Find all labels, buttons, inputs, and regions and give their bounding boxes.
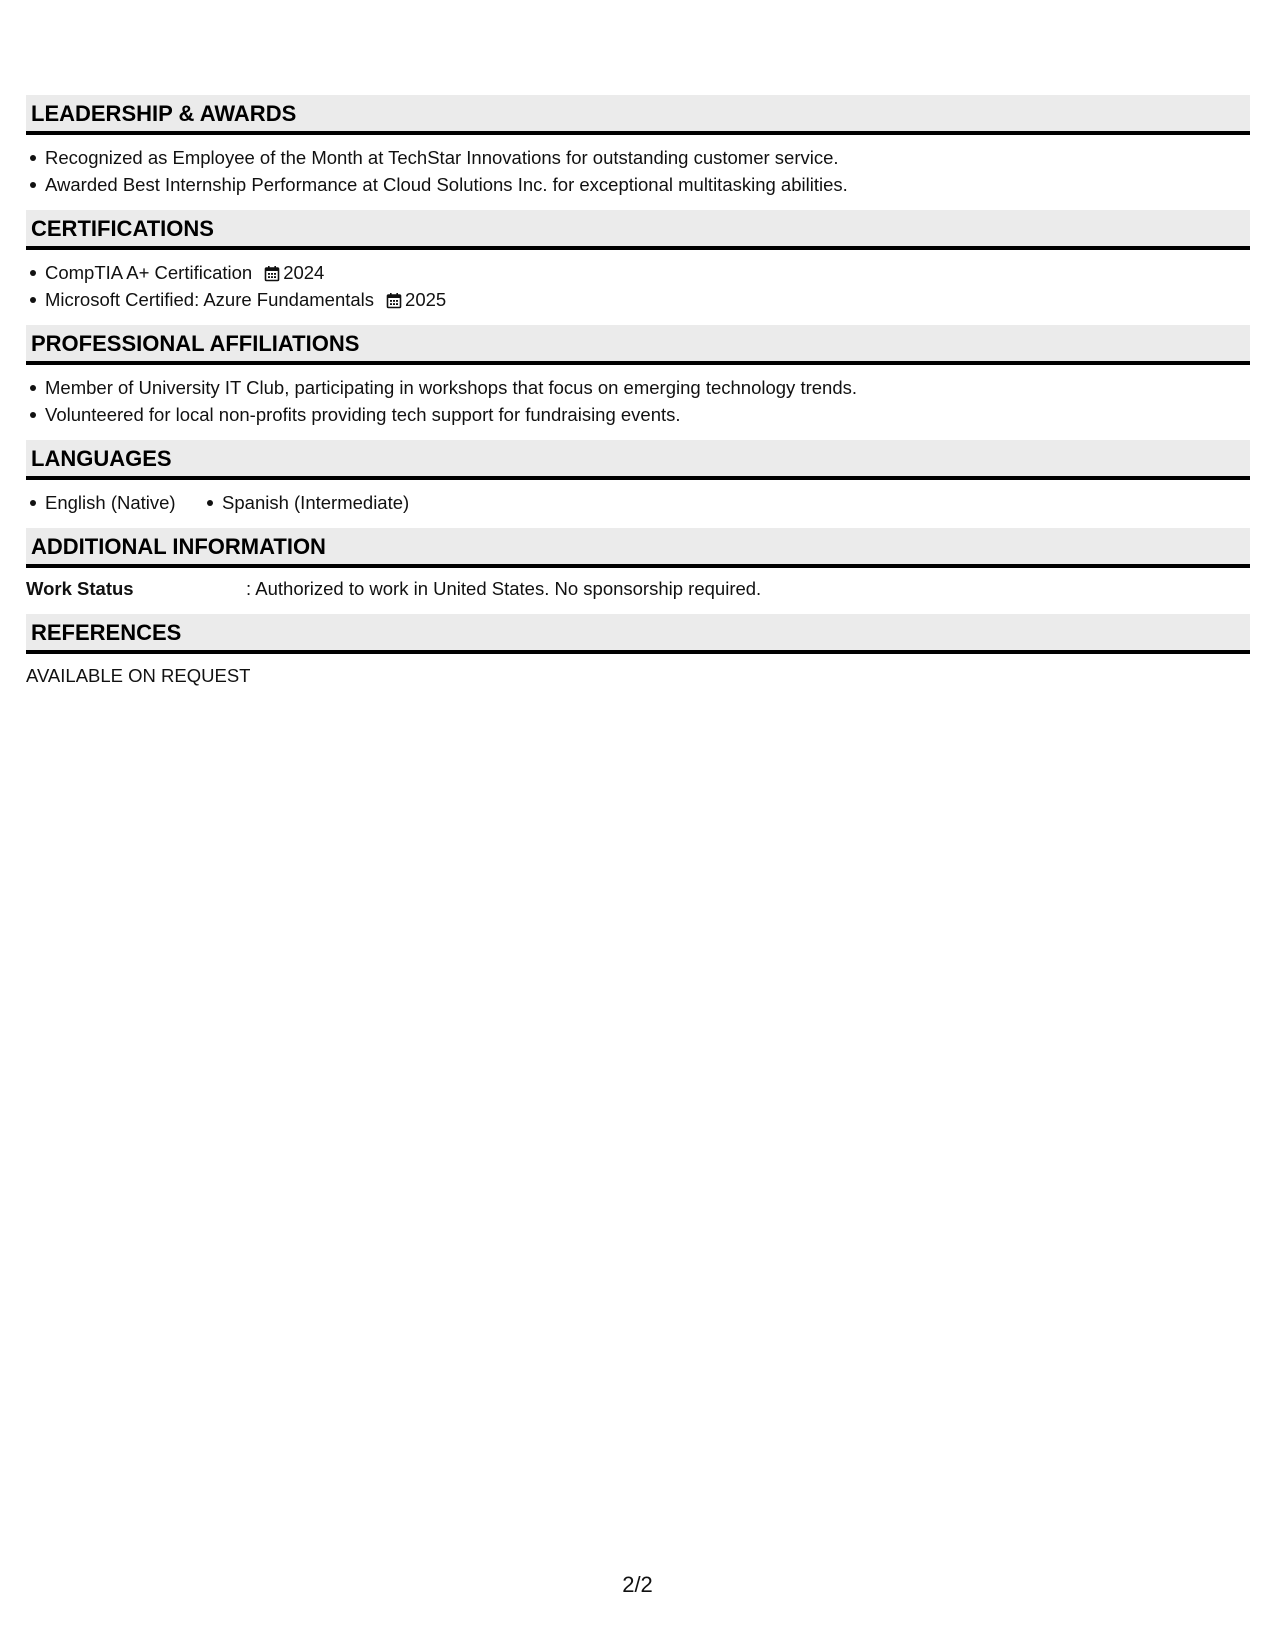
section-leadership-awards <box>26 95 1250 198</box>
section-heading: LANGUAGES <box>26 440 1250 480</box>
awards-list <box>26 144 1250 198</box>
resume-page <box>26 95 1250 701</box>
section-heading: CERTIFICATIONS <box>26 210 1250 250</box>
list-item <box>45 259 1250 286</box>
references-text: AVAILABLE ON REQUEST <box>26 665 251 686</box>
list-item: Volunteered for local non-profits providing tech support for fundraising events. <box>45 401 1250 428</box>
calendar-icon <box>264 265 280 282</box>
page-number: 2/2 <box>622 1572 653 1597</box>
section-heading: PROFESSIONAL AFFILIATIONS <box>26 325 1250 365</box>
language-item: English (Native) <box>45 489 176 516</box>
section-heading: LEADERSHIP & AWARDS <box>26 95 1250 135</box>
work-status-value: : Authorized to work in United States. No sponsorship required. <box>246 578 762 599</box>
language-item: Spanish (Intermediate) <box>222 489 409 516</box>
section-heading: REFERENCES <box>26 614 1250 654</box>
list-item: Awarded Best Internship Performance at Cloud Solutions Inc. for exceptional multitasking abilities. <box>45 171 1250 198</box>
work-status-row <box>26 576 1250 602</box>
section-languages <box>26 440 1250 516</box>
certification-name: Microsoft Certified: Azure Fundamentals <box>45 289 375 310</box>
section-references <box>26 614 1250 689</box>
certifications-list <box>26 259 1250 313</box>
section-professional-affiliations <box>26 325 1250 428</box>
section-certifications <box>26 210 1250 313</box>
list-item: Member of University IT Club, participating in workshops that focus on emerging technology trends. <box>45 374 1250 401</box>
list-item <box>45 286 1250 313</box>
section-heading: ADDITIONAL INFORMATION <box>26 528 1250 568</box>
certification-year: 2025 <box>405 289 447 310</box>
section-additional-information <box>26 528 1250 602</box>
affiliations-list <box>26 374 1250 428</box>
work-status-label: Work Status <box>26 578 134 599</box>
calendar-icon <box>386 292 402 309</box>
list-item: Recognized as Employee of the Month at TechStar Innovations for outstanding customer service. <box>45 144 1250 171</box>
languages-list <box>26 489 1250 516</box>
certification-year: 2024 <box>283 262 325 283</box>
certification-name: CompTIA A+ Certification <box>45 262 253 283</box>
